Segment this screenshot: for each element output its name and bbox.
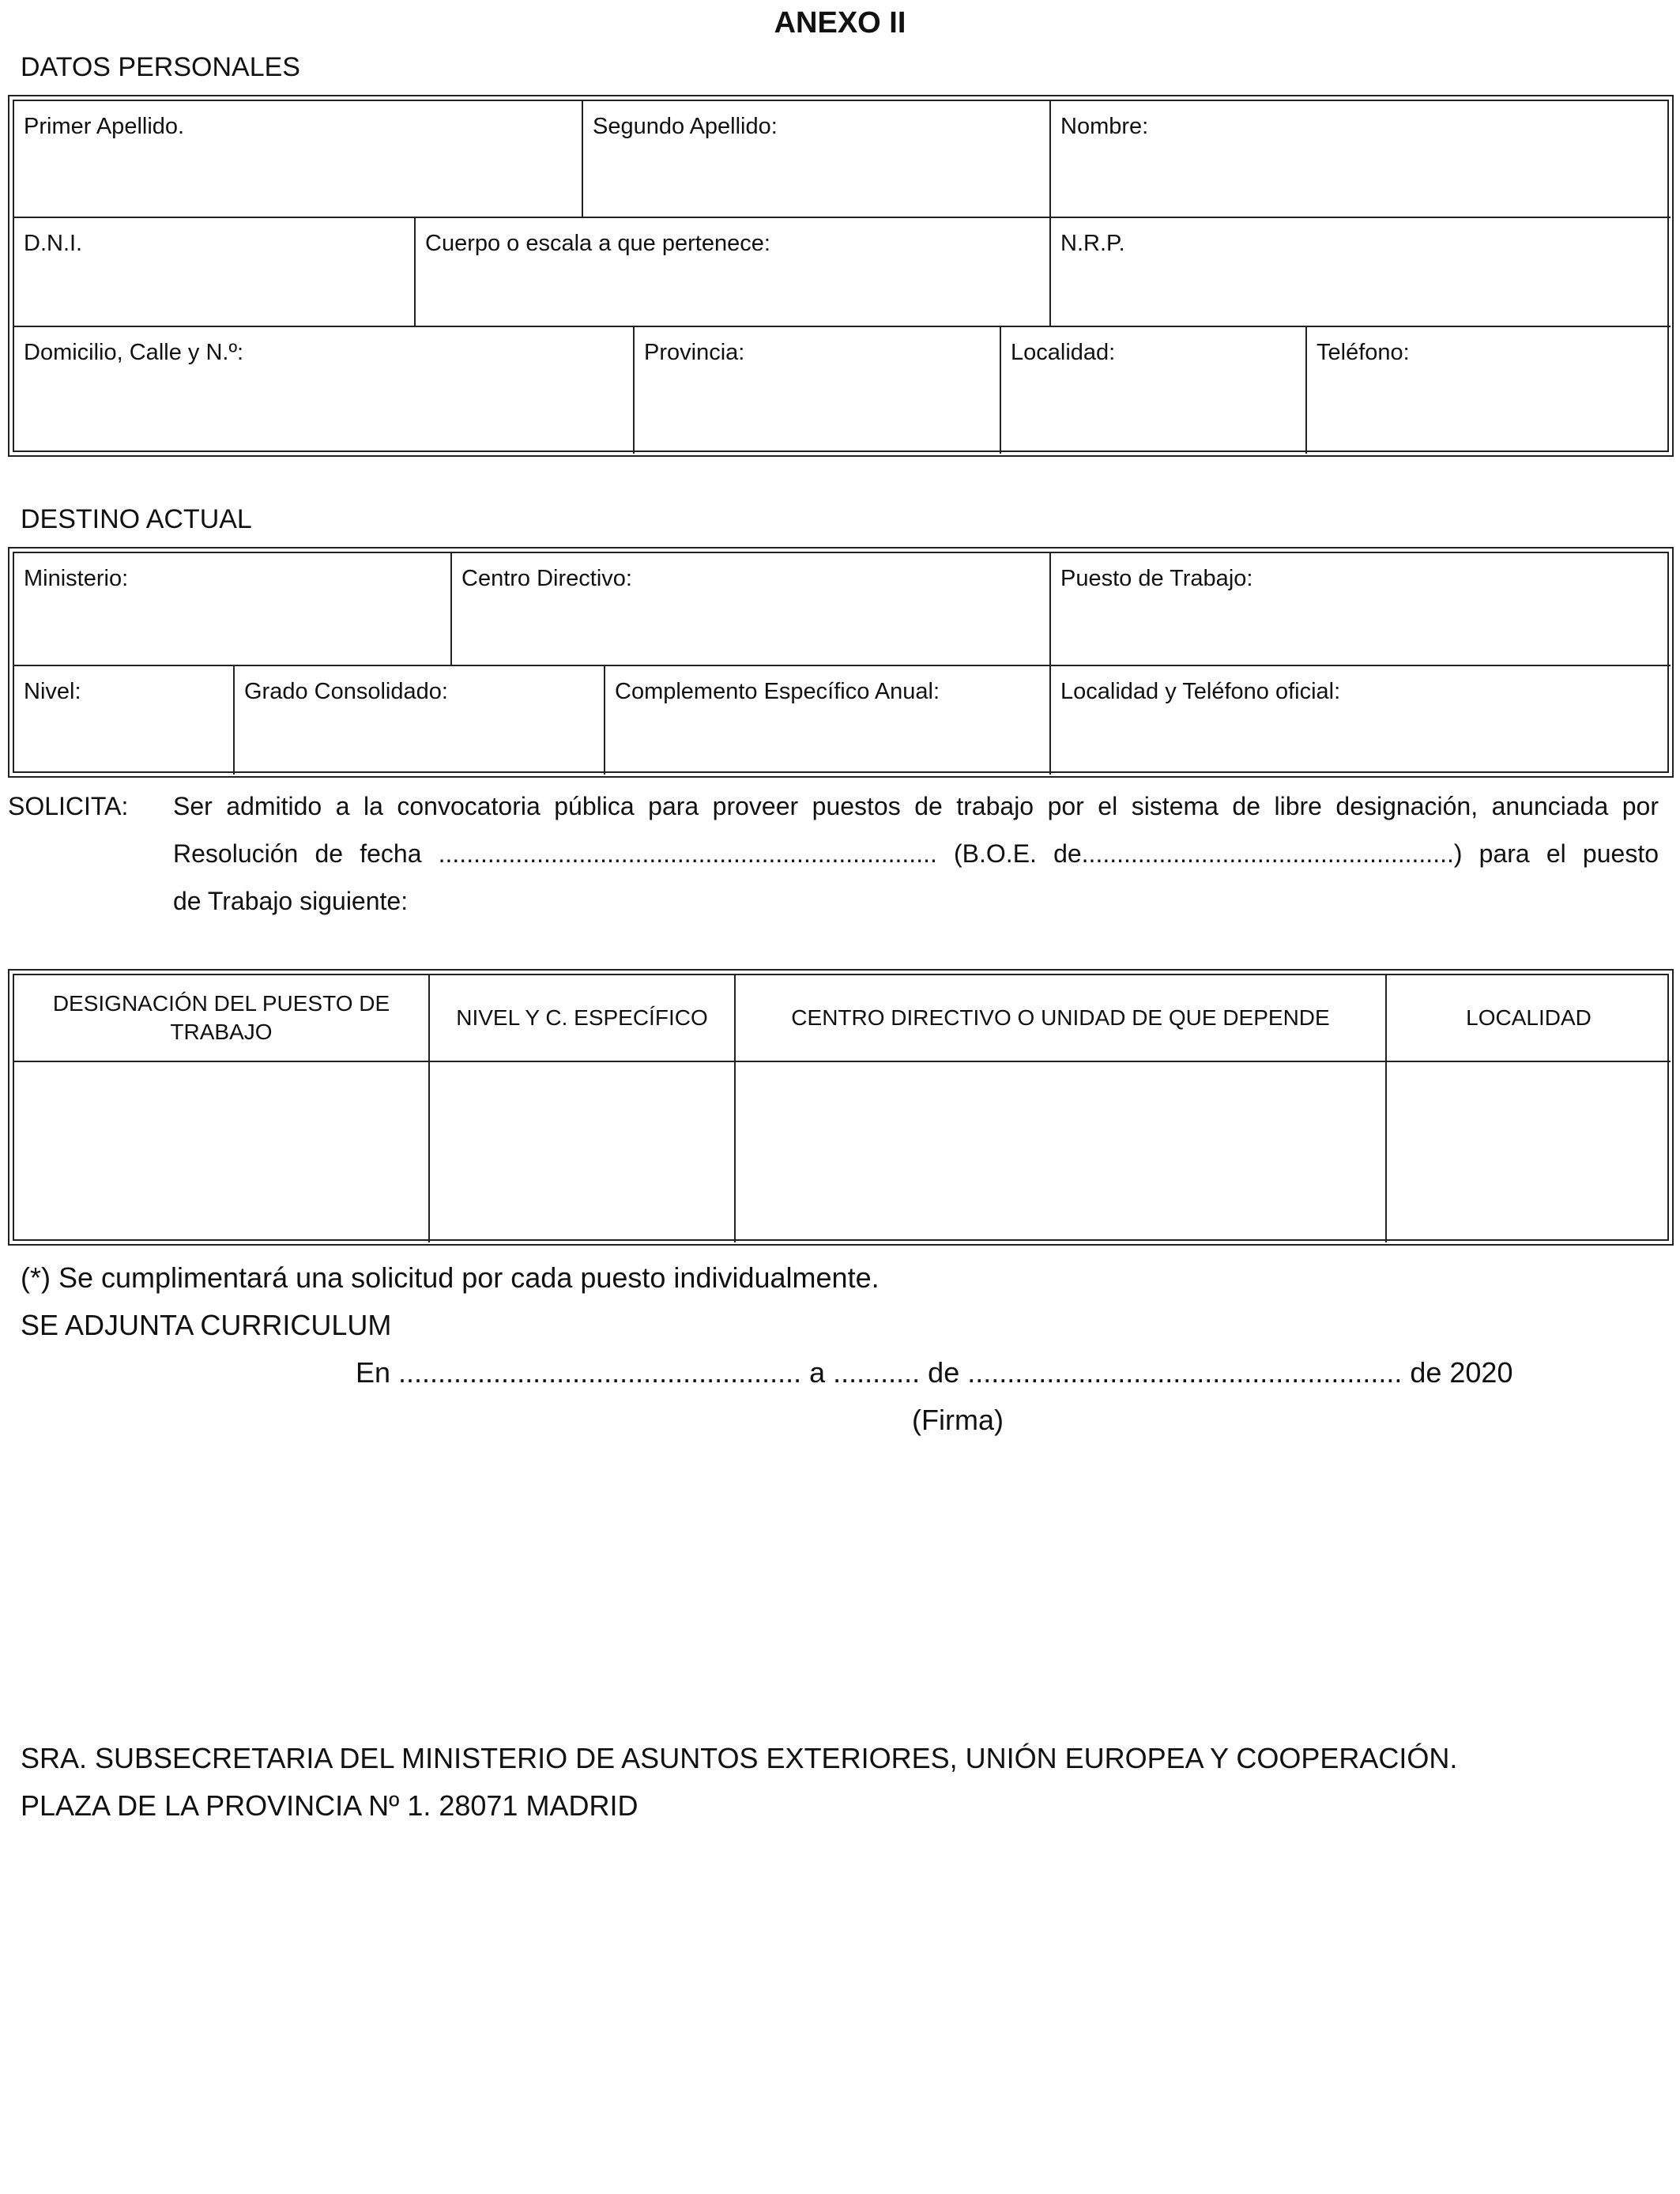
destino-actual-heading: DESTINO ACTUAL xyxy=(21,504,252,534)
provincia-label: Provincia: xyxy=(644,340,745,365)
segundo-apellido-field[interactable] xyxy=(583,101,1051,218)
dni-field[interactable] xyxy=(14,218,416,327)
solicita-text-line2: Resolución de fecha ....................................................................... (B.O.E. de.....................................................) para el puesto xyxy=(173,839,1659,868)
localidad-telefono-field[interactable] xyxy=(1051,666,1671,775)
cuerpo-escala-field[interactable] xyxy=(416,218,1051,327)
datos-personales-form xyxy=(8,95,1674,457)
telefono-label: Teléfono: xyxy=(1317,340,1410,365)
grado-consolidado-field[interactable] xyxy=(235,666,605,775)
localidad-label: Localidad: xyxy=(1011,340,1116,365)
puesto-trabajo-label: Puesto de Trabajo: xyxy=(1060,566,1253,591)
nrp-field[interactable] xyxy=(1051,218,1671,327)
cuerpo-escala-label: Cuerpo o escala a que pertenece: xyxy=(425,231,770,256)
firma-label: (Firma) xyxy=(912,1404,1004,1436)
cell-nivel-input[interactable] xyxy=(430,1062,736,1242)
solicita-text-line1: Ser admitido a la convocatoria pública para proveer puestos de trabajo por el sistema de libre designación, anunciada por xyxy=(173,792,1659,820)
complemento-especifico-field[interactable] xyxy=(605,666,1051,775)
nrp-label: N.R.P. xyxy=(1060,231,1125,256)
puestos-table xyxy=(8,969,1674,1246)
ministerio-field[interactable] xyxy=(14,553,452,666)
ministerio-label: Ministerio: xyxy=(24,566,129,591)
localidad-field[interactable] xyxy=(1001,327,1307,454)
complemento-especifico-label: Complemento Específico Anual: xyxy=(615,679,940,704)
puesto-trabajo-field[interactable] xyxy=(1051,553,1671,666)
centro-directivo-field[interactable] xyxy=(452,553,1051,666)
nota-solicitud: (*) Se cumplimentará una solicitud por cada puesto individualmente. xyxy=(21,1261,880,1294)
destinatario: SRA. SUBSECRETARIA DEL MINISTERIO DE ASUNTOS EXTERIORES, UNIÓN EUROPEA Y COOPERACIÓN. xyxy=(21,1742,1458,1774)
header-localidad: LOCALIDAD xyxy=(1387,975,1671,1062)
destino-actual-form xyxy=(8,547,1674,778)
primer-apellido-label: Primer Apellido. xyxy=(24,114,185,139)
lugar-fecha-line: En ................................................... a ........... de ....................................................... de 2020 xyxy=(356,1356,1513,1389)
header-nivel: NIVEL Y C. ESPECÍFICO xyxy=(430,975,736,1062)
nombre-field[interactable] xyxy=(1051,101,1671,218)
direccion: PLAZA DE LA PROVINCIA Nº 1. 28071 MADRID xyxy=(21,1789,638,1822)
primer-apellido-field[interactable] xyxy=(14,101,583,218)
localidad-telefono-label: Localidad y Teléfono oficial: xyxy=(1060,679,1341,704)
header-centro-directivo: CENTRO DIRECTIVO O UNIDAD DE QUE DEPENDE xyxy=(736,975,1387,1062)
cell-centro-directivo-input[interactable] xyxy=(736,1062,1387,1242)
nivel-label: Nivel: xyxy=(24,679,81,704)
telefono-field[interactable] xyxy=(1307,327,1671,454)
document-title: ANEXO II xyxy=(774,6,906,40)
nombre-label: Nombre: xyxy=(1060,114,1149,139)
nivel-field[interactable] xyxy=(14,666,235,775)
cell-designacion-input[interactable] xyxy=(14,1062,430,1242)
grado-consolidado-label: Grado Consolidado: xyxy=(244,679,448,704)
domicilio-label: Domicilio, Calle y N.º: xyxy=(24,340,244,365)
dni-label: D.N.I. xyxy=(24,231,83,256)
provincia-field[interactable] xyxy=(635,327,1001,454)
domicilio-field[interactable] xyxy=(14,327,635,454)
cell-localidad-input[interactable] xyxy=(1387,1062,1671,1242)
solicita-label: SOLICITA: xyxy=(8,792,129,820)
centro-directivo-label: Centro Directivo: xyxy=(461,566,632,591)
adjunta-curriculum: SE ADJUNTA CURRICULUM xyxy=(21,1309,392,1341)
header-designacion: DESIGNACIÓN DEL PUESTO DE TRABAJO xyxy=(14,975,430,1062)
datos-personales-heading: DATOS PERSONALES xyxy=(21,52,300,82)
segundo-apellido-label: Segundo Apellido: xyxy=(593,114,778,139)
solicita-text-line3: de Trabajo siguiente: xyxy=(173,887,409,915)
